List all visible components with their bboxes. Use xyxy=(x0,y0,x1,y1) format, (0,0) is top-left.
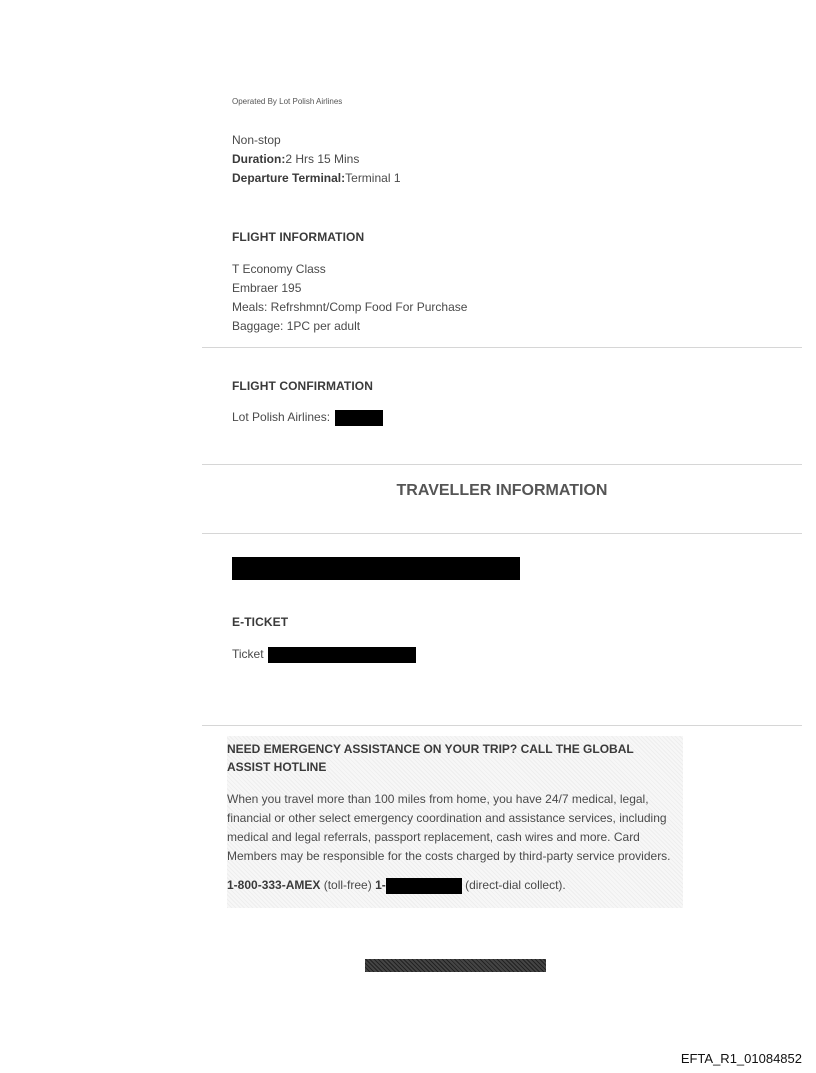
flight-information-heading: FLIGHT INFORMATION xyxy=(232,230,365,244)
operated-by-text: Operated By Lot Polish Airlines xyxy=(232,97,343,106)
direct-dial-prefix: 1- xyxy=(375,878,386,893)
emergency-assistance-box xyxy=(227,736,683,908)
stops-text: Non-stop xyxy=(232,133,281,147)
airline-confirmation-label: Lot Polish Airlines: xyxy=(232,410,331,424)
redacted-traveller-name xyxy=(232,557,520,580)
terminal-label: Departure Terminal: xyxy=(232,171,346,185)
assistance-phone-line xyxy=(227,878,566,894)
duration-value: 2 Hrs 15 Mins xyxy=(285,152,360,166)
terminal-value: Terminal 1 xyxy=(345,171,401,185)
divider xyxy=(202,533,802,534)
eticket-heading: E-TICKET xyxy=(232,615,289,629)
ticket-label: Ticket xyxy=(232,647,264,661)
divider xyxy=(202,464,802,465)
direct-dial-label: (direct-dial collect). xyxy=(461,878,566,893)
ticket-line xyxy=(232,645,416,664)
divider xyxy=(202,725,802,726)
traveller-information-title: TRAVELLER INFORMATION xyxy=(396,482,608,499)
confirmation-line xyxy=(232,408,383,427)
redacted-direct-dial-number xyxy=(386,878,462,894)
assistance-body: When you travel more than 100 miles from home, you have 24/7 medical, legal, financial or other select emergency coordination and assistance services, including medical and legal referrals, passport replacement, cash wires and more. Card Members may be responsible for the costs charged by third-party service providers. xyxy=(227,792,671,863)
aircraft-text: Embraer 195 xyxy=(232,281,302,295)
fare-class-text: T Economy Class xyxy=(232,262,326,276)
redacted-ticket-number xyxy=(268,647,416,663)
flight-details xyxy=(232,131,401,188)
flight-confirmation-heading: FLIGHT CONFIRMATION xyxy=(232,379,373,393)
redacted-confirmation xyxy=(335,410,383,426)
divider xyxy=(202,347,802,348)
baggage-text: Baggage: 1PC per adult xyxy=(232,319,361,333)
redacted-bar xyxy=(365,959,546,972)
hotline-number: 1-800-333-AMEX xyxy=(227,878,321,893)
duration-line xyxy=(232,150,401,169)
tollfree-label: (toll-free) xyxy=(320,878,376,893)
assistance-heading: NEED EMERGENCY ASSISTANCE ON YOUR TRIP? CALL THE GLOBAL ASSIST HOTLINE xyxy=(227,742,634,774)
duration-label: Duration: xyxy=(232,152,286,166)
document-id: EFTA_R1_01084852 xyxy=(680,1051,802,1066)
terminal-line xyxy=(232,169,401,188)
flight-information-list xyxy=(232,260,467,336)
meals-text: Meals: Refrshmnt/Comp Food For Purchase xyxy=(232,300,468,314)
